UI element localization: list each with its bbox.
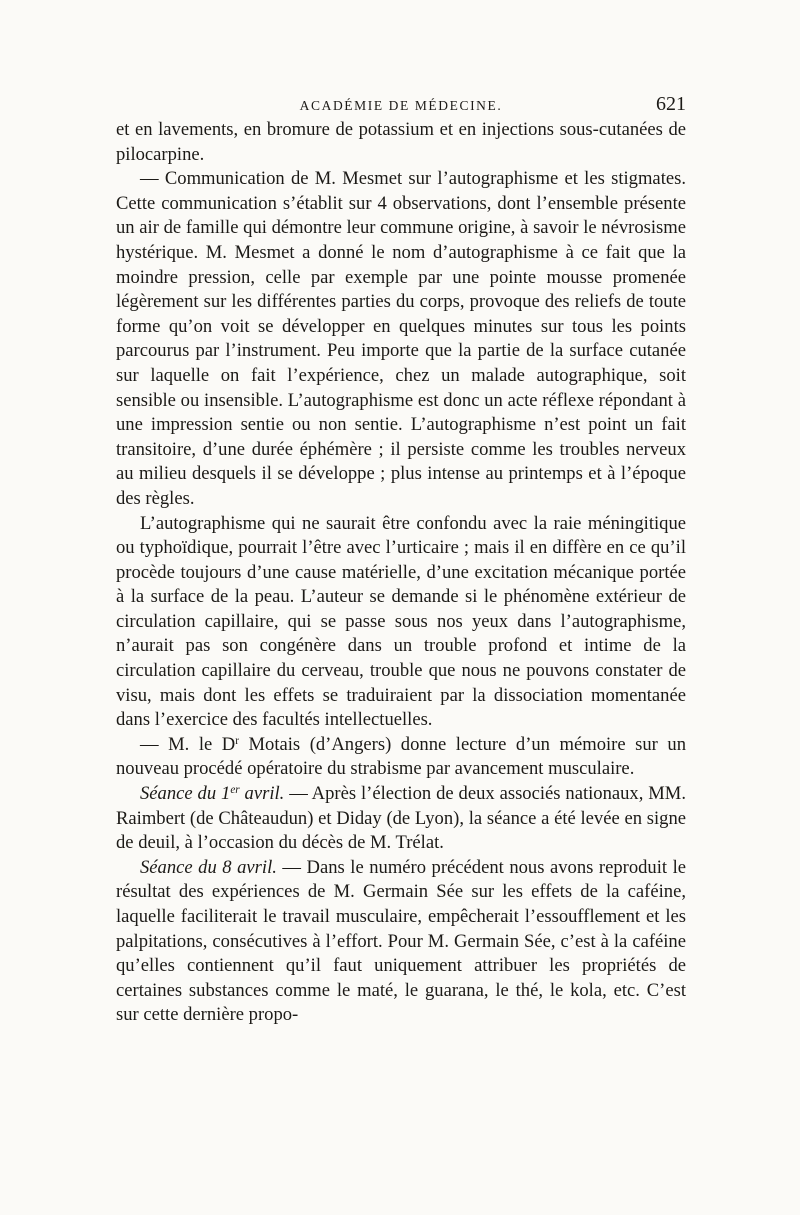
paragraph-text: L’autographisme qui ne saurait être confondu avec la raie méningitique ou typhoïdique, pourrait l’être avec l’urticaire ; mais il en diffère en ce qu’il procède toujours d’une cause matérielle, d’une excitation mécanique portée à la surface de la peau. L’auteur se demande si le phénomène extérieur de circulation capillaire, qui se passe sous nos yeux dans l’autographisme, n’aurait pas son congénère dans un trouble profond et intime de la circulation capillaire du cerveau, trouble que nous ne pouvons constater de visu, mais dont les effets se traduiraient par la dissociation momentanée dans l’exercice des facultés intellectuelles. xyxy=(116,512,686,731)
paragraph-text: — Dans le numéro précédent nous avons reproduit le résultat des expériences de M. Germain Sée sur les effets de la caféine, laquelle faciliterait le travail musculaire, empêcherait l’essoufflement et les palpitations, consécutives à l’effort. Pour M. Germain Sée, c’est à la caféine qu’elles contiennent qu’il faut uniquement attribuer les propriétés de certaines substances comme le maté, le guarana, le thé, le kola, etc. C’est sur cette dernière propo- xyxy=(116,856,686,1026)
superscript: r xyxy=(235,734,239,747)
session-heading: Séance du 8 avril. xyxy=(140,856,277,878)
paragraph-mesmet xyxy=(116,167,686,511)
page-header xyxy=(116,92,686,118)
paragraph-continuation xyxy=(116,118,686,167)
paragraph-autographisme xyxy=(116,512,686,733)
paragraph-text: — M. le D xyxy=(140,733,236,755)
session-heading: Séance du 1 xyxy=(140,783,231,805)
page-number: 621 xyxy=(656,93,686,115)
session-heading: avril. xyxy=(239,783,285,805)
document-page xyxy=(116,92,686,1028)
paragraph-motais xyxy=(116,733,686,782)
paragraph-text: et en lavements, en bromure de potassium et en injections sous-cutanées de pilocarpine. xyxy=(116,119,686,165)
body-text xyxy=(116,118,686,1028)
running-title: ACADÉMIE DE MÉDECINE. xyxy=(299,98,503,113)
paragraph-text: Motais (d’Angers) donne lecture d’un mémoire sur un nouveau procédé opératoire du strabisme par avancement musculaire. xyxy=(116,733,687,780)
paragraph-text: — Communication de M. Mesmet sur l’autographisme et les stigmates. Cette communication s’établit sur 4 observations, dont l’ensemble présente un air de famille qui démontre leur commune origine, à savoir le névrosisme hystérique. M. Mesmet a donné le nom d’autographisme à ce fait que la moindre pression, celle par exemple par une pointe mousse promenée légèrement sur les différentes parties du corps, provoque des reliefs de toute forme qu’on voit se développer en quelques minutes sur tous les points parcourus par l’instrument. Peu importe que la partie de la surface cutanée sur laquelle on fait l’expérience, chez un malade autographique, soit sensible ou insensible. L’autographisme est donc un acte réflexe répondant à une impression sentie ou non sentie. L’autographisme n’est point un fait transitoire, d’une durée éphémère ; il persiste comme les troubles nerveux au milieu desquels il se développe ; plus intense au printemps et à l’époque des règles. xyxy=(116,168,686,509)
paragraph-seance-8-avril xyxy=(116,856,686,1028)
paragraph-text: — Après l’élection de deux associés nationaux, MM. Raimbert (de Châteaudun) et Diday (de Lyon), la séance a été levée en signe de deuil, à l’occasion du décès de M. Trélat. xyxy=(116,783,686,854)
superscript: er xyxy=(230,783,240,796)
paragraph-seance-1-avril xyxy=(116,782,686,856)
